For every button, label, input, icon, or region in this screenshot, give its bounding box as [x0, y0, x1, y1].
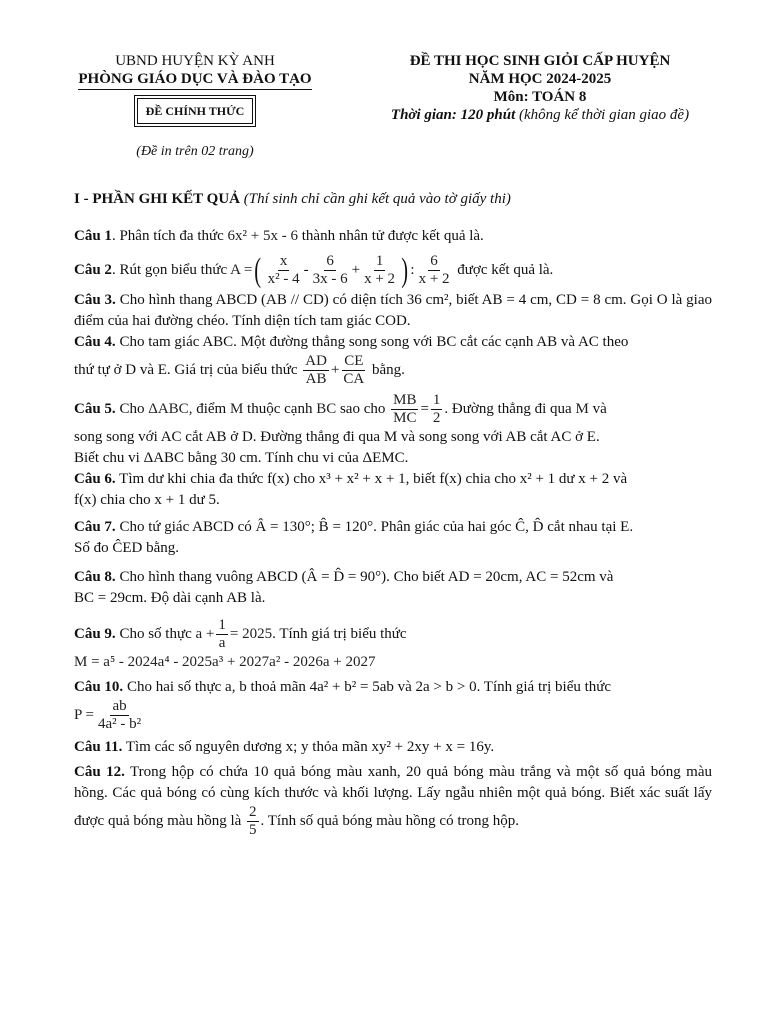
duration: Thời gian: 120 phút: [390, 107, 516, 123]
department-name: PHÒNG GIÁO DỤC VÀ ĐÀO TẠO: [78, 70, 311, 90]
question-text: Số đo ĈED bằng.: [74, 540, 179, 556]
question-11: [74, 737, 712, 758]
question-text: Cho tam giác ABC. Một đường thẳng song song với BC cắt các cạnh AB và AC theo: [119, 334, 629, 350]
math-expression: 6x² + 5x - 6: [227, 228, 298, 244]
fraction: $\frac{AD}{AB}$: [305, 353, 327, 387]
question-text: . Rút gọn biểu thức: [111, 261, 228, 278]
question-text: BC = 29cm. Độ dài cạnh AB là.: [74, 590, 266, 606]
question-text: bóng. Biết xác suất lấy được quả bóng màu hồng là: [74, 785, 712, 829]
question-6: [74, 469, 712, 511]
question-5: Câu 5. Cho ΔABC, điểm M thuộc cạnh BC sao cho $\frac{MB}{MC}$ = $\frac{1}{2}$ . Đường thẳng đi qua M và song song với AC cắt AB ở D. Đường thẳng đi qua M và song song với AB cắt AC ở E. Biết chu vi ΔABC bằng 30 cm. Tính chu vi của ΔEMC.: [74, 392, 607, 466]
question-label: Câu 3.: [74, 292, 116, 308]
question-text: Trong hộp có chứa 10 quả bóng màu xanh, 20 quả bóng màu trắng và một số quả bóng màu hồng. Các quả bóng có cùng kích thước và khối lượng. Lấy ngẫu nhiên một quả: [74, 764, 712, 801]
question-text: Tìm dư khi chia đa thức f(x) cho x³ + x² + x + 1, biết f(x) chia cho x² + 1 dư x + 2 và: [119, 471, 628, 487]
school-year: NĂM HỌC 2024-2025: [468, 71, 612, 87]
question-8: [74, 567, 712, 609]
fraction: $\frac{1}{2}$: [432, 392, 441, 426]
question-text: Tìm các số nguyên dương x; y thỏa mãn xy² + 2xy + x = 16y.: [125, 739, 495, 755]
fraction: $\frac{MB}{MC}$: [393, 392, 417, 426]
question-label: Câu 9.: [74, 625, 116, 642]
fraction: $\frac{1}{a}$: [218, 617, 226, 651]
fraction: $\frac{CE}{CA}$: [343, 353, 365, 387]
question-text: Cho hình thang ABCD (AB // CD) có diện tích 36 cm², biết AB = 4 cm, CD = 8 cm. Gọi O là giao điểm của hai đường chéo. Tính diện tích tam giác COD.: [74, 292, 713, 329]
question-3: [74, 290, 712, 332]
question-text: Cho tứ giác ABCD có Â = 130°; B̂ = 120°. Phân giác của hai góc Ĉ, D̂ cắt nhau tại E.: [119, 519, 634, 535]
question-label: Câu 7.: [74, 519, 116, 535]
question-label: Câu 5.: [74, 400, 116, 417]
exam-content: [74, 189, 712, 839]
question-label: Câu 10.: [74, 679, 124, 695]
fraction: $\frac{6}{x + 2}$: [418, 253, 450, 287]
question-label: Câu 6.: [74, 471, 116, 487]
question-text: Cho hình thang vuông ABCD (Â = D̂ = 90°). Cho biết AD = 20cm, AC = 52cm và: [119, 569, 614, 585]
math-expression: M = a⁵ - 2024a⁴ - 2025a³ + 2027a² - 2026a + 2027: [74, 654, 376, 670]
question-text: . Phân tích đa thức: [111, 228, 224, 244]
question-text: hộp.: [492, 812, 519, 829]
section-note: (Thí sinh chỉ cần ghi kết quả vào tờ giấy thi): [243, 191, 511, 207]
question-label: Câu 11.: [74, 739, 123, 755]
fraction: $\frac{1}{x + 2}$: [364, 253, 396, 287]
question-text: bằng.: [372, 361, 405, 378]
question-label: Câu 12.: [74, 764, 125, 780]
header-left: [70, 52, 320, 124]
question-text: Cho hai số thực a, b thoả mãn 4a² + b² = 5ab và 2a > b > 0. Tính giá trị biểu thức: [126, 679, 612, 695]
exam-title: ĐỀ THI HỌC SINH GIỎI CẤP HUYỆN: [409, 53, 671, 69]
question-text: thành nhân tử được kết quả là.: [301, 228, 484, 244]
fraction: $\frac{x}{\text{x² - 4}}$: [267, 253, 300, 287]
section-title: [74, 189, 712, 210]
question-text: được kết quả là.: [457, 261, 554, 278]
fraction: $\frac{6}{3x - 6}$: [312, 253, 348, 287]
question-label: Câu 8.: [74, 569, 116, 585]
duration-note: (không kể thời gian giao đề): [519, 107, 690, 123]
question-text: f(x) chia cho x + 1 dư 5.: [74, 492, 220, 508]
question-7: [74, 517, 712, 559]
question-10: Câu 10. Cho hai số thực a, b thoả mãn 4a² + b² = 5ab và 2a > b > 0. Tính giá trị biểu thức P = $\frac{ab}{\text{4a² - b²}}$: [74, 679, 612, 732]
question-12: [74, 762, 712, 839]
question-text: . Tính số quả bóng màu hồng có trong: [260, 812, 489, 829]
question-text: thứ tự ở D và E. Giá trị của biểu thức: [74, 361, 298, 378]
question-label: Câu 2: [74, 261, 112, 278]
header-right: [355, 52, 725, 124]
subject: Môn: TOÁN 8: [493, 89, 587, 105]
question-text: Biết chu vi ΔABC bằng 30 cm. Tính chu vi của ΔEMC.: [74, 450, 409, 466]
official-label: ĐỀ CHÍNH THỨC: [137, 98, 254, 124]
question-2: Câu 2. Rút gọn biểu thức A =( $\frac{x}{\text{x² - 4}}$ - $\frac{6}{3x - 6}$ + $\frac{1}{x + 2}$ ) : $\frac{6}{x + 2}$ được kết quả là.: [74, 251, 554, 289]
math-expression: A =: [230, 261, 253, 278]
question-text: song song với AC cắt AB ở D. Đường thẳng đi qua M và song song với AB cắt AC ở E.: [74, 429, 600, 445]
question-label: Câu 1: [74, 228, 112, 244]
question-4: Câu 4. Cho tam giác ABC. Một đường thẳng song song với BC cắt các cạnh AB và AC theo thứ tự ở D và E. Giá trị của biểu thức $\frac{AD}{AB}$ + $\frac{CE}{CA}$ bằng.: [74, 334, 629, 387]
question-label: Câu 4.: [74, 334, 116, 350]
fraction: $\frac{2}{5}$: [249, 804, 257, 838]
fraction: $\frac{ab}{\text{4a² - b²}}$: [98, 698, 142, 732]
question-9: Câu 9. Cho số thực a + $\frac{1}{a}$ = 2025. Tính giá trị biểu thức M = a⁵ - 2024a⁴ - 2025a³ + 2027a² - 2026a + 2027: [74, 617, 407, 670]
section-title-text: I - PHẦN GHI KẾT QUẢ: [74, 191, 240, 207]
question-1: [74, 226, 712, 247]
print-note: (Đề in trên 02 trang): [136, 144, 254, 159]
authority-name: UBND HUYỆN KỲ ANH: [115, 53, 275, 69]
